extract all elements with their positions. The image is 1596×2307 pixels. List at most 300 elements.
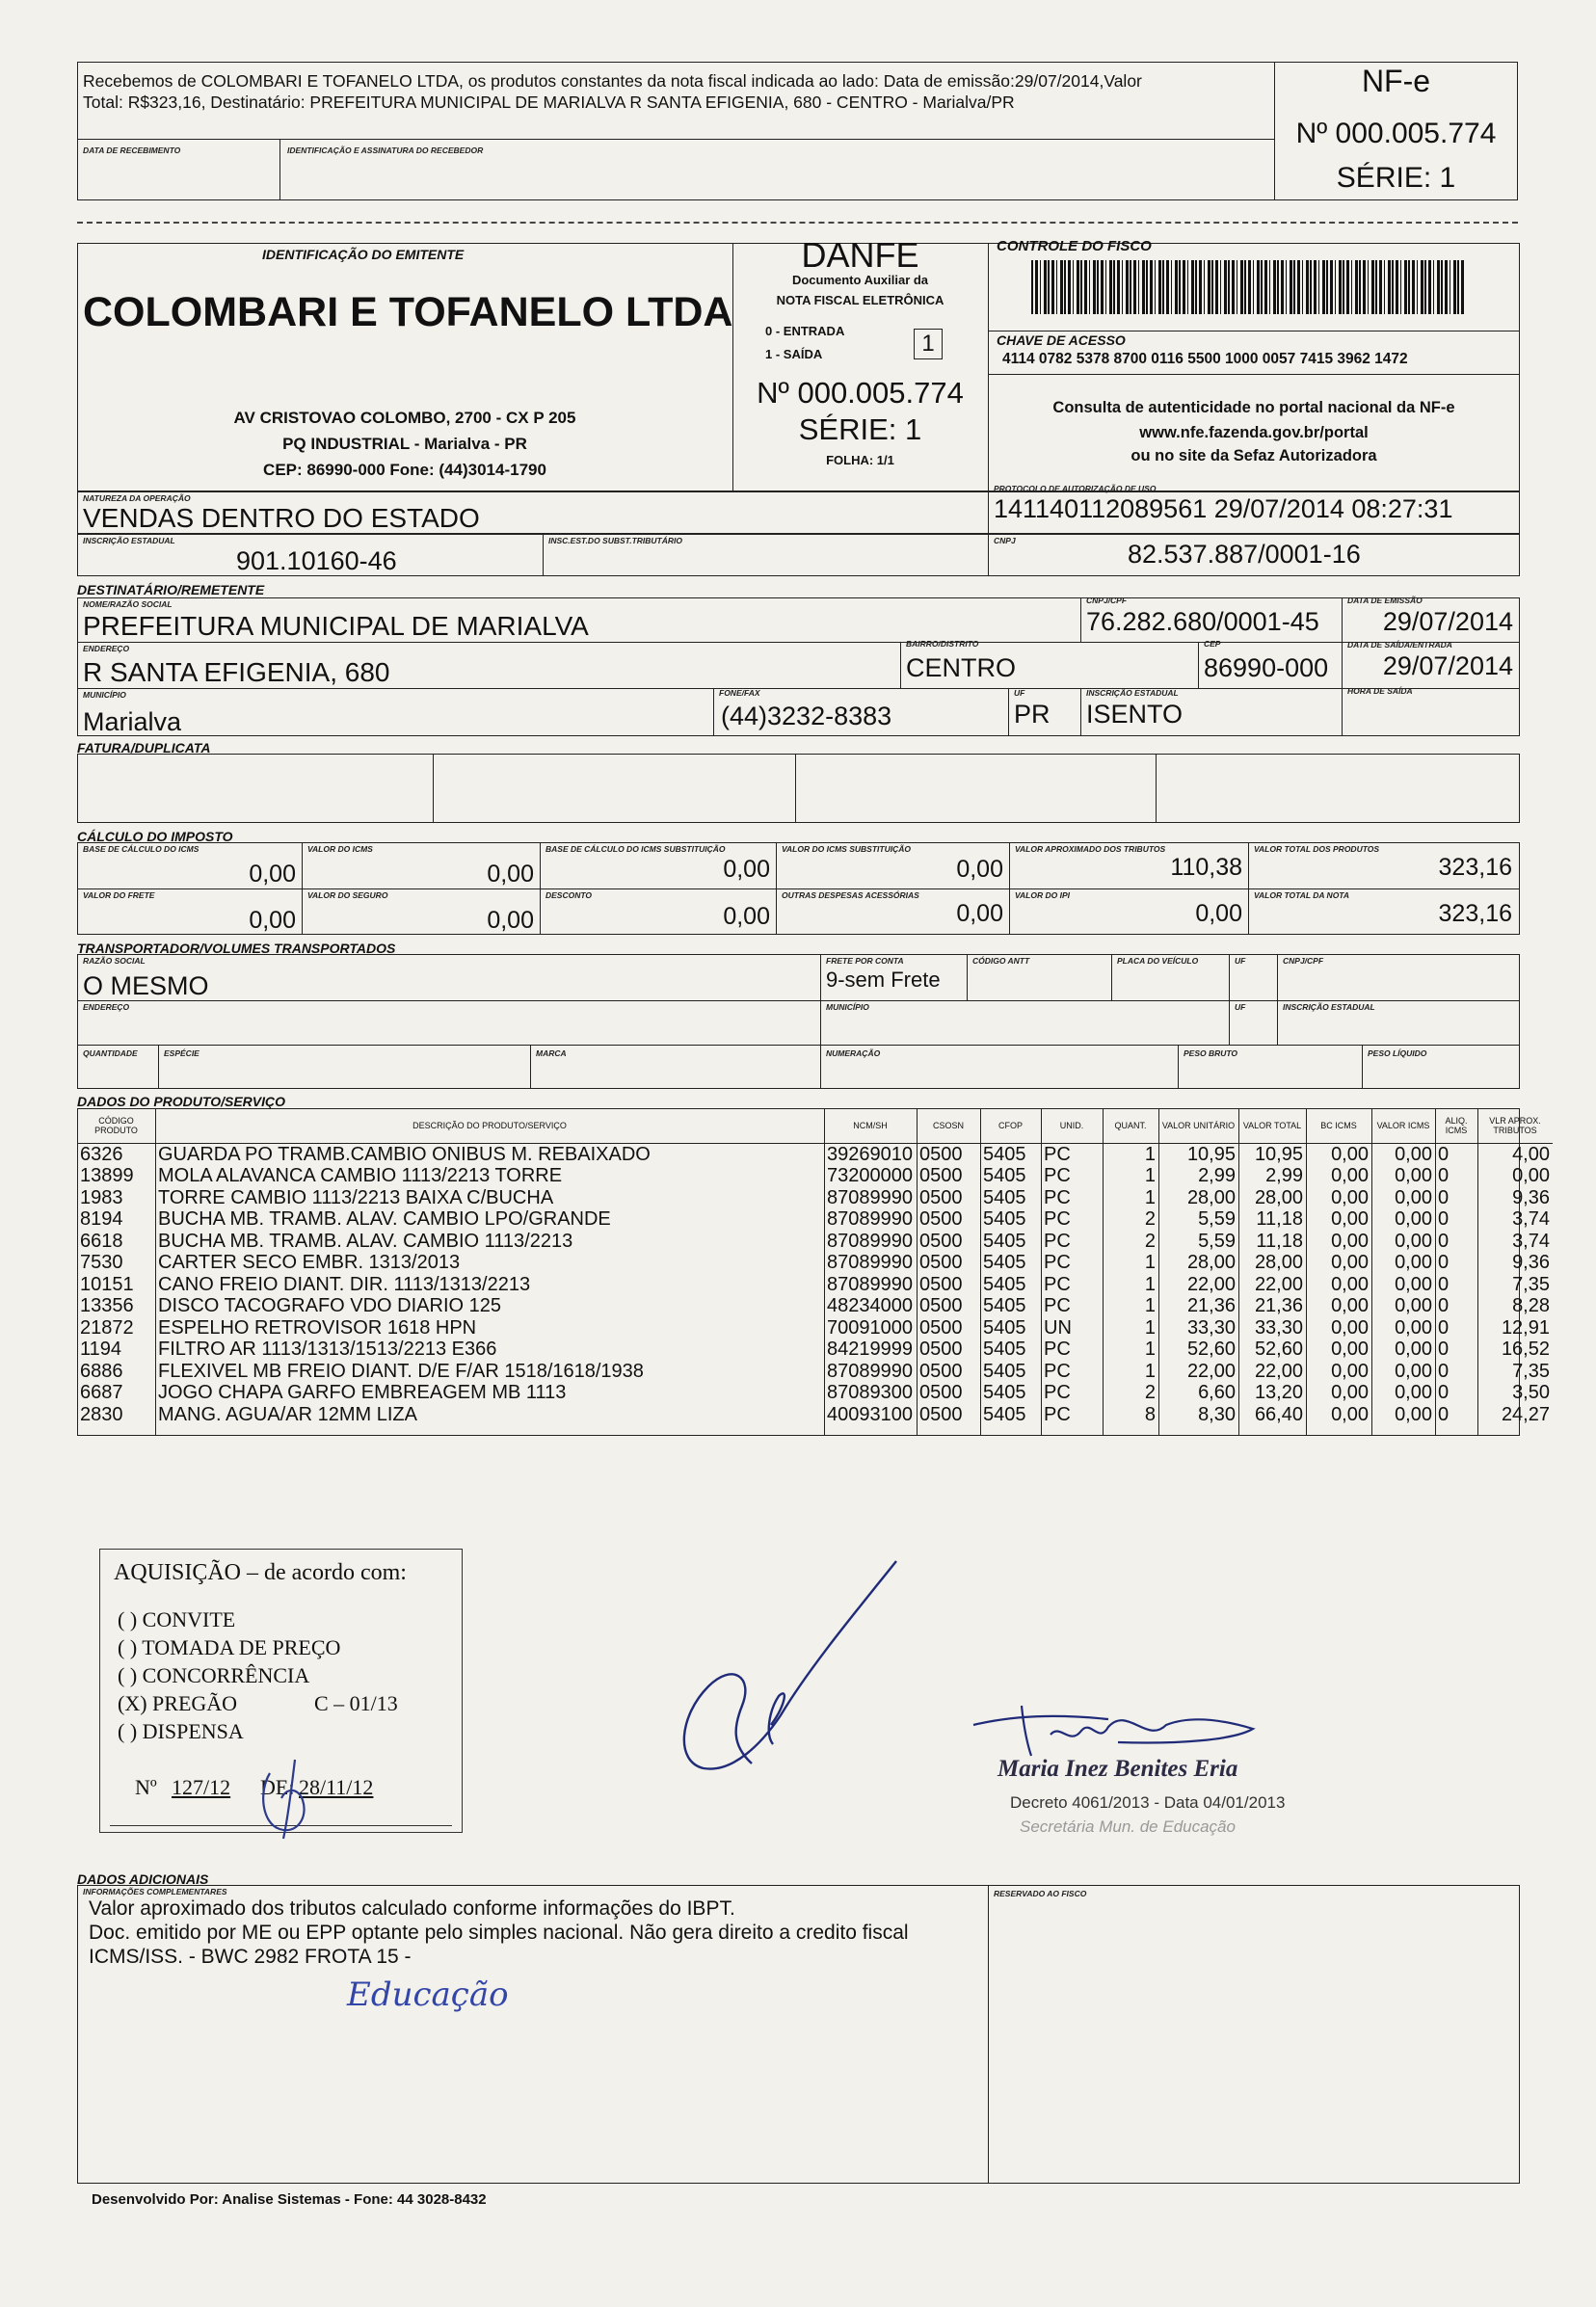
stamp-pregao-num: C – 01/13 xyxy=(314,1691,398,1715)
table-row xyxy=(77,1252,1553,1274)
stamp-concorrencia: ( ) CONCORRÊNCIA xyxy=(118,1663,310,1687)
products-header xyxy=(77,1108,1553,1143)
product-cell: 0 xyxy=(1438,1165,1450,1186)
tax-frete: 0,00 xyxy=(249,907,296,934)
table-row xyxy=(77,1165,1553,1187)
iest-label: INSC.EST.DO SUBST.TRIBUTÁRIO xyxy=(548,536,682,545)
rec-name-label: NOME/RAZÃO SOCIAL xyxy=(83,599,173,609)
tax-desconto: 0,00 xyxy=(723,903,770,930)
receipt-text-line1: Recebemos de COLOMBARI E TOFANELO LTDA, os produtos constantes da nota fiscal indicada ao lado: Data de emissão:29/07/2014,Valor xyxy=(83,71,1142,91)
tr-municipio-label: MUNICÍPIO xyxy=(826,1002,869,1012)
product-cell: 2,99 xyxy=(1265,1165,1303,1186)
product-cell: 0,00 xyxy=(1395,1273,1432,1295)
product-cell: 2 xyxy=(1144,1208,1156,1230)
product-cell: UN xyxy=(1044,1316,1072,1339)
emitter-name: COLOMBARI E TOFANELO LTDA xyxy=(83,289,733,335)
products-table xyxy=(77,1108,1553,1425)
product-cell: 0,00 xyxy=(1331,1295,1369,1316)
product-cell: 52,60 xyxy=(1254,1339,1303,1360)
product-cell: 5405 xyxy=(983,1382,1026,1403)
info-line3: ICMS/ISS. - BWC 2982 FROTA 15 - xyxy=(89,1946,412,1968)
rec-hora-label: HORA DE SAÍDA xyxy=(1347,686,1413,696)
product-cell: 0500 xyxy=(919,1208,963,1230)
product-cell: 8,30 xyxy=(1198,1403,1236,1425)
table-row xyxy=(77,1339,1553,1361)
product-col-header: VALOR UNITÁRIO xyxy=(1161,1120,1236,1130)
product-cell: 21,36 xyxy=(1254,1295,1303,1316)
transport-block xyxy=(77,954,1520,1089)
tr-uf2-label: UF xyxy=(1235,1002,1246,1012)
product-cell: 0,00 xyxy=(1395,1143,1432,1165)
stamp-dispensa: ( ) DISPENSA xyxy=(118,1719,244,1743)
product-cell: 1983 xyxy=(80,1186,123,1208)
product-cell: 28,00 xyxy=(1186,1186,1236,1208)
tr-cnpj-label: CNPJ/CPF xyxy=(1283,956,1324,966)
product-cell: PC xyxy=(1044,1403,1071,1425)
column-divider xyxy=(1435,1108,1436,1436)
rec-fone-label: FONE/FAX xyxy=(719,688,760,698)
rec-ie: ISENTO xyxy=(1086,700,1184,729)
product-cell: 2 xyxy=(1144,1382,1156,1403)
product-cell: PC xyxy=(1044,1208,1071,1230)
product-cell: 0 xyxy=(1438,1252,1450,1273)
product-cell: 8,28 xyxy=(1512,1295,1550,1316)
rec-saida-label: DATA DE SAÍDA/ENTRADA xyxy=(1347,640,1452,650)
danfe-type-box: 1 xyxy=(914,329,943,359)
product-cell: 0,00 xyxy=(1331,1360,1369,1382)
product-cell: BUCHA MB. TRAMB. ALAV. CAMBIO 1113/2213 xyxy=(158,1230,573,1252)
product-cell: 22,00 xyxy=(1186,1360,1236,1382)
official-signature xyxy=(964,1686,1272,1763)
tax-base-icms-label: BASE DE CÁLCULO DO ICMS xyxy=(83,844,200,854)
product-cell: 7,35 xyxy=(1512,1360,1550,1382)
stamp-title: AQUISIÇÃO – de acordo com: xyxy=(114,1560,407,1585)
column-divider xyxy=(155,1108,156,1436)
tax-produtos: 323,16 xyxy=(1438,854,1512,881)
chave-label: CHAVE DE ACESSO xyxy=(997,332,1126,348)
handwritten-initial-stamp xyxy=(241,1754,337,1841)
product-cell: JOGO CHAPA GARFO EMBREAGEM MB 1113 xyxy=(158,1382,567,1403)
product-cell: 5405 xyxy=(983,1252,1026,1273)
table-row xyxy=(77,1317,1553,1339)
product-cell: FLEXIVEL MB FREIO DIANT. D/E F/AR 1518/1618/1938 xyxy=(158,1360,644,1382)
nat-value: VENDAS DENTRO DO ESTADO xyxy=(83,503,480,533)
product-cell: 0,00 xyxy=(1395,1252,1432,1273)
product-cell: 8 xyxy=(1144,1403,1156,1425)
product-col-header: CÓDIGO PRODUTO xyxy=(94,1115,138,1135)
product-cell: 12,91 xyxy=(1501,1316,1550,1339)
product-cell: 66,40 xyxy=(1254,1403,1303,1425)
product-cell: PC xyxy=(1044,1143,1071,1165)
emitter-address1: AV CRISTOVAO COLOMBO, 2700 - CX P 205 xyxy=(233,409,576,427)
product-cell: 0,00 xyxy=(1331,1252,1369,1273)
product-cell: 5405 xyxy=(983,1360,1026,1382)
product-cell: PC xyxy=(1044,1360,1071,1382)
handwritten-educacao: Educação xyxy=(347,1976,509,2014)
stamp-num: 127/12 xyxy=(172,1775,231,1799)
product-cell: 7,35 xyxy=(1512,1273,1550,1295)
column-divider xyxy=(1238,1108,1239,1436)
product-cell: 11,18 xyxy=(1256,1230,1303,1252)
product-cell: 0500 xyxy=(919,1382,963,1403)
product-cell: 1 xyxy=(1144,1316,1156,1339)
product-cell: MOLA ALAVANCA CAMBIO 1113/2213 TORRE xyxy=(158,1165,563,1186)
chave-value: 4114 0782 5378 8700 0116 5500 1000 0057 7415 3962 1472 xyxy=(1002,351,1408,367)
tr-marca-label: MARCA xyxy=(536,1048,567,1058)
product-cell: 84219999 xyxy=(827,1339,913,1360)
tax-nota-label: VALOR TOTAL DA NOTA xyxy=(1254,890,1350,900)
product-cell: PC xyxy=(1044,1165,1071,1186)
column-divider xyxy=(980,1108,981,1436)
product-cell: 0,00 xyxy=(1395,1316,1432,1339)
stamp-tomada: ( ) TOMADA DE PREÇO xyxy=(118,1635,341,1659)
stamp-pregao: (X) PREGÃO xyxy=(118,1691,238,1715)
tax-nota: 323,16 xyxy=(1438,900,1512,927)
tax-produtos-label: VALOR TOTAL DOS PRODUTOS xyxy=(1254,844,1380,854)
tax-section-label: CÁLCULO DO IMPOSTO xyxy=(77,829,233,844)
product-cell: CANO FREIO DIANT. DIR. 1113/1313/2213 xyxy=(158,1273,531,1295)
danfe-entrada: 0 - ENTRADA xyxy=(765,324,845,338)
product-cell: 3,74 xyxy=(1512,1230,1550,1252)
product-cell: 7530 xyxy=(80,1252,123,1273)
product-cell: 33,30 xyxy=(1254,1316,1303,1339)
tr-qtd-label: QUANTIDADE xyxy=(83,1048,138,1058)
fatura-section-label: FATURA/DUPLICATA xyxy=(77,740,211,756)
danfe-subtitle1: Documento Auxiliar da xyxy=(791,273,929,287)
product-cell: 0,00 xyxy=(1395,1186,1432,1208)
product-cell: 3,74 xyxy=(1512,1208,1550,1230)
rec-uf-label: UF xyxy=(1014,688,1025,698)
product-cell: 10,95 xyxy=(1186,1143,1236,1165)
table-row xyxy=(77,1274,1553,1296)
tr-bruto-label: PESO BRUTO xyxy=(1184,1048,1238,1058)
tax-icms-st-label: VALOR DO ICMS SUBSTITUIÇÃO xyxy=(782,844,911,854)
transport-section-label: TRANSPORTADOR/VOLUMES TRANSPORTADOS xyxy=(77,941,396,956)
product-cell: 5405 xyxy=(983,1339,1026,1360)
product-cell: PC xyxy=(1044,1273,1071,1295)
protocol-label: PROTOCOLO DE AUTORIZAÇÃO DE USO xyxy=(994,484,1157,493)
product-col-header: VALOR TOTAL xyxy=(1242,1120,1302,1130)
product-cell: 2,99 xyxy=(1198,1165,1236,1186)
product-cell: 0,00 xyxy=(1331,1143,1369,1165)
product-cell: 33,30 xyxy=(1186,1316,1236,1339)
product-cell: 0,00 xyxy=(1395,1382,1432,1403)
product-cell: 0500 xyxy=(919,1230,963,1252)
table-row xyxy=(77,1208,1553,1231)
column-divider xyxy=(917,1108,918,1436)
product-cell: 0,00 xyxy=(1512,1165,1550,1186)
product-cell: 0,00 xyxy=(1395,1360,1432,1382)
product-cell: 48234000 xyxy=(827,1295,913,1316)
product-cell: 10,95 xyxy=(1254,1143,1303,1165)
product-cell: 4,00 xyxy=(1512,1143,1550,1165)
receipt-nfe-serie: SÉRIE: 1 xyxy=(1336,162,1456,194)
receipt-text-line2: Total: R$323,16, Destinatário: PREFEITURA MUNICIPAL DE MARIALVA R SANTA EFIGENIA, 680 - CENTRO - Marialva/PR xyxy=(83,93,1015,112)
reserved-label: RESERVADO AO FISCO xyxy=(994,1889,1087,1898)
product-cell: 0 xyxy=(1438,1316,1450,1339)
product-cell: 70091000 xyxy=(827,1316,913,1339)
product-cell: 0,00 xyxy=(1331,1165,1369,1186)
danfe-serie: SÉRIE: 1 xyxy=(798,412,922,446)
tr-numeracao-label: NUMERAÇÃO xyxy=(826,1048,881,1058)
rec-emissao-label: DATA DE EMISSÃO xyxy=(1347,596,1423,605)
product-cell: 28,00 xyxy=(1254,1186,1303,1208)
column-divider xyxy=(1041,1108,1042,1436)
product-cell: 87089990 xyxy=(827,1208,913,1230)
product-cell: 0500 xyxy=(919,1273,963,1295)
ie-value: 901.10160-46 xyxy=(236,546,397,575)
tax-seguro-label: VALOR DO SEGURO xyxy=(307,890,388,900)
product-cell: 0,00 xyxy=(1395,1339,1432,1360)
product-cell: 9,36 xyxy=(1512,1252,1550,1273)
tr-uf-label: UF xyxy=(1235,956,1246,966)
official-role: Secretária Mun. de Educação xyxy=(1020,1817,1236,1836)
product-cell: 0,00 xyxy=(1395,1295,1432,1316)
product-col-header: VALOR ICMS xyxy=(1376,1120,1430,1130)
product-col-header: NCM/SH xyxy=(853,1120,888,1130)
product-cell: 0,00 xyxy=(1395,1230,1432,1252)
tax-ipi: 0,00 xyxy=(1195,900,1242,927)
product-cell: 11,18 xyxy=(1256,1208,1303,1230)
product-cell: 6618 xyxy=(80,1230,123,1252)
product-cell: 0 xyxy=(1438,1208,1450,1230)
product-cell: 87089300 xyxy=(827,1382,913,1403)
product-col-header: CFOP xyxy=(998,1120,1023,1130)
product-cell: 0,00 xyxy=(1395,1403,1432,1425)
stamp-de-prefix: DE: xyxy=(260,1775,295,1799)
product-cell: 0,00 xyxy=(1331,1186,1369,1208)
fatura-block xyxy=(77,754,1520,823)
product-cell: 87089990 xyxy=(827,1252,913,1273)
product-cell: 0,00 xyxy=(1331,1273,1369,1295)
product-cell: 22,00 xyxy=(1186,1273,1236,1295)
product-cell: 0500 xyxy=(919,1316,963,1339)
product-cell: 0 xyxy=(1438,1360,1450,1382)
product-cell: 10151 xyxy=(80,1273,134,1295)
tr-frete: 9-sem Frete xyxy=(826,968,941,992)
footer-text: Desenvolvido Por: Analise Sistemas - Fone: 44 3028-8432 xyxy=(92,2191,487,2208)
product-cell: 5405 xyxy=(983,1316,1026,1339)
tax-tributos-label: VALOR APROXIMADO DOS TRIBUTOS xyxy=(1015,844,1166,854)
cut-line xyxy=(77,222,1518,224)
signature-scribble xyxy=(665,1551,916,1783)
official-decree: Decreto 4061/2013 - Data 04/01/2013 xyxy=(1010,1793,1286,1812)
product-cell: 0500 xyxy=(919,1165,963,1186)
product-cell: BUCHA MB. TRAMB. ALAV. CAMBIO LPO/GRANDE xyxy=(158,1208,611,1230)
product-cell: 0 xyxy=(1438,1186,1450,1208)
rec-uf: PR xyxy=(1014,700,1051,729)
tr-placa-label: PLACA DO VEÍCULO xyxy=(1117,956,1199,966)
rec-cep: 86990-000 xyxy=(1204,653,1329,682)
product-cell: 0 xyxy=(1438,1273,1450,1295)
consulta-line3: ou no site da Sefaz Autorizadora xyxy=(1130,447,1377,464)
stamp-convite: ( ) CONVITE xyxy=(118,1607,236,1631)
recipient-section-label: DESTINATÁRIO/REMETENTE xyxy=(77,582,265,597)
tax-ipi-label: VALOR DO IPI xyxy=(1015,890,1070,900)
product-cell: GUARDA PO TRAMB.CAMBIO ONIBUS M. REBAIXADO xyxy=(158,1143,651,1165)
column-divider xyxy=(1158,1108,1159,1436)
tax-base-st-label: BASE DE CÁLCULO DO ICMS SUBSTITUIÇÃO xyxy=(545,844,726,854)
danfe-title: DANFE xyxy=(801,235,919,275)
product-cell: 5405 xyxy=(983,1403,1026,1425)
product-cell: PC xyxy=(1044,1230,1071,1252)
product-cell: 1194 xyxy=(80,1339,122,1360)
product-cell: PC xyxy=(1044,1339,1071,1360)
tax-desconto-label: DESCONTO xyxy=(545,890,593,900)
product-cell: 87089990 xyxy=(827,1360,913,1382)
product-col-header: VLR APROX. TRIBUTOS xyxy=(1489,1115,1541,1135)
tax-icms-st: 0,00 xyxy=(956,856,1003,883)
product-cell: 73200000 xyxy=(827,1165,913,1186)
products-body xyxy=(77,1143,1553,1425)
tr-frete-label: FRETE POR CONTA xyxy=(826,956,904,966)
rec-cnpj-label: CNPJ/CPF xyxy=(1086,596,1128,605)
product-cell: 22,00 xyxy=(1254,1360,1303,1382)
tr-liquido-label: PESO LÍQUIDO xyxy=(1368,1048,1427,1058)
danfe-number: Nº 000.005.774 xyxy=(757,376,964,410)
product-cell: 1 xyxy=(1144,1339,1156,1360)
product-cell: 87089990 xyxy=(827,1273,913,1295)
product-cell: 0,00 xyxy=(1395,1208,1432,1230)
product-cell: 0,00 xyxy=(1331,1403,1369,1425)
rec-city-label: MUNICÍPIO xyxy=(83,690,126,700)
additional-section-label: DADOS ADICIONAIS xyxy=(77,1871,209,1887)
product-cell: 39269010 xyxy=(827,1143,913,1165)
product-cell: 0500 xyxy=(919,1403,963,1425)
product-cell: 0500 xyxy=(919,1186,963,1208)
product-cell: 0500 xyxy=(919,1295,963,1316)
product-cell: 0,00 xyxy=(1331,1230,1369,1252)
product-cell: 3,50 xyxy=(1512,1382,1550,1403)
emitter-address3: CEP: 86990-000 Fone: (44)3014-1790 xyxy=(263,461,546,479)
tax-seguro: 0,00 xyxy=(487,907,534,934)
consulta-line2[interactable]: www.nfe.fazenda.gov.br/portal xyxy=(1139,424,1369,441)
product-cell: 1 xyxy=(1144,1252,1156,1273)
rec-cep-label: CEP xyxy=(1204,639,1221,649)
rec-city: Marialva xyxy=(83,707,182,736)
rec-ie-label: INSCRIÇÃO ESTADUAL xyxy=(1086,688,1179,698)
tr-especie-label: ESPÉCIE xyxy=(164,1048,200,1058)
product-cell: 1 xyxy=(1144,1165,1156,1186)
product-cell: 5405 xyxy=(983,1208,1026,1230)
tr-ie-label: INSCRIÇÃO ESTADUAL xyxy=(1283,1002,1375,1012)
emitter-address2: PQ INDUSTRIAL - Marialva - PR xyxy=(282,435,527,453)
product-cell: 28,00 xyxy=(1186,1252,1236,1273)
danfe-subtitle2: NOTA FISCAL ELETRÔNICA xyxy=(776,293,944,307)
product-col-header: QUANT. xyxy=(1114,1120,1147,1130)
tr-razao-label: RAZÃO SOCIAL xyxy=(83,956,146,966)
emitter-section-label: IDENTIFICAÇÃO DO EMITENTE xyxy=(262,247,465,262)
consulta-line1: Consulta de autenticidade no portal nacional da NF-e xyxy=(1052,399,1455,416)
product-cell: 9,36 xyxy=(1512,1186,1550,1208)
table-row xyxy=(77,1361,1553,1383)
danfe-folha: FOLHA: 1/1 xyxy=(826,453,894,467)
rec-address-label: ENDEREÇO xyxy=(83,644,130,653)
product-cell: 5,59 xyxy=(1198,1208,1236,1230)
product-cell: 0 xyxy=(1438,1295,1450,1316)
nat-label: NATUREZA DA OPERAÇÃO xyxy=(83,493,191,503)
product-cell: 22,00 xyxy=(1254,1273,1303,1295)
barcode xyxy=(1031,260,1465,314)
product-cell: 24,27 xyxy=(1501,1403,1550,1425)
danfe-saida: 1 - SAÍDA xyxy=(765,347,823,361)
product-cell: 0,00 xyxy=(1395,1165,1432,1186)
rec-emissao: 29/07/2014 xyxy=(1382,607,1513,636)
product-cell: 28,00 xyxy=(1254,1252,1303,1273)
ie-label: INSCRIÇÃO ESTADUAL xyxy=(83,536,175,545)
product-cell: 1 xyxy=(1144,1295,1156,1316)
products-section-label: DADOS DO PRODUTO/SERVIÇO xyxy=(77,1094,285,1109)
rec-bairro-label: BAIRRO/DISTRITO xyxy=(906,639,979,649)
product-cell: PC xyxy=(1044,1382,1071,1403)
product-cell: 5405 xyxy=(983,1186,1026,1208)
protocol-value: 141140112089561 29/07/2014 08:27:31 xyxy=(994,494,1453,523)
rec-cnpj: 76.282.680/0001-45 xyxy=(1086,607,1319,636)
tr-razao: O MESMO xyxy=(83,971,209,1000)
official-name: Maria Inez Benites Eria xyxy=(998,1756,1238,1782)
product-cell: DISCO TACOGRAFO VDO DIARIO 125 xyxy=(158,1295,501,1316)
product-cell: 1 xyxy=(1144,1186,1156,1208)
column-divider xyxy=(824,1108,825,1436)
info-line2: Doc. emitido por ME ou EPP optante pelo simples nacional. Não gera direito a credito fiscal xyxy=(89,1922,909,1944)
table-row xyxy=(77,1143,1553,1165)
product-cell: CARTER SECO EMBR. 1313/2013 xyxy=(158,1252,461,1273)
product-col-header: CSOSN xyxy=(932,1120,964,1130)
product-cell: 87089990 xyxy=(827,1230,913,1252)
tax-frete-label: VALOR DO FRETE xyxy=(83,890,155,900)
table-row xyxy=(77,1382,1553,1404)
product-cell: 6687 xyxy=(80,1382,123,1403)
product-cell: 5405 xyxy=(983,1143,1026,1165)
info-line1: Valor aproximado dos tributos calculado conforme informações do IBPT. xyxy=(89,1897,735,1920)
product-cell: 6,60 xyxy=(1198,1382,1236,1403)
tax-outras: 0,00 xyxy=(956,900,1003,927)
product-cell: FILTRO AR 1113/1313/1513/2213 E366 xyxy=(158,1339,497,1360)
stamp-date: 28/11/12 xyxy=(299,1775,374,1799)
product-cell: 0 xyxy=(1438,1230,1450,1252)
tax-outras-label: OUTRAS DESPESAS ACESSÓRIAS xyxy=(782,890,919,900)
product-cell: 40093100 xyxy=(827,1403,913,1425)
cnpj-label: CNPJ xyxy=(994,536,1016,545)
product-cell: 87089990 xyxy=(827,1186,913,1208)
product-col-header: BC ICMS xyxy=(1320,1120,1357,1130)
product-cell: 1 xyxy=(1144,1360,1156,1382)
product-cell: MANG. AGUA/AR 12MM LIZA xyxy=(158,1403,417,1425)
receipt-nfe-title: NF-e xyxy=(1361,64,1431,98)
table-row xyxy=(77,1231,1553,1253)
table-row xyxy=(77,1187,1553,1209)
table-row xyxy=(77,1404,1553,1426)
tax-base-icms: 0,00 xyxy=(249,861,296,888)
product-cell: TORRE CAMBIO 1113/2213 BAIXA C/BUCHA xyxy=(158,1186,554,1208)
product-cell: 6326 xyxy=(80,1143,123,1165)
rec-bairro: CENTRO xyxy=(906,653,1016,682)
product-col-header: DESCRIÇÃO DO PRODUTO/SERVIÇO xyxy=(412,1120,567,1130)
product-cell: 0500 xyxy=(919,1339,963,1360)
tr-antt-label: CÓDIGO ANTT xyxy=(972,956,1030,966)
receipt-nfe-number: Nº 000.005.774 xyxy=(1295,118,1497,149)
product-cell: PC xyxy=(1044,1186,1071,1208)
tax-tributos: 110,38 xyxy=(1170,854,1242,881)
receipt-sign-label: IDENTIFICAÇÃO E ASSINATURA DO RECEBEDOR xyxy=(287,146,484,155)
column-divider xyxy=(1371,1108,1372,1436)
product-col-header: UNID. xyxy=(1059,1120,1084,1130)
product-cell: 5405 xyxy=(983,1295,1026,1316)
rec-fone: (44)3232-8383 xyxy=(721,702,892,730)
column-divider xyxy=(1103,1108,1104,1436)
rec-name: PREFEITURA MUNICIPAL DE MARIALVA xyxy=(83,611,589,641)
product-cell: 5405 xyxy=(983,1273,1026,1295)
